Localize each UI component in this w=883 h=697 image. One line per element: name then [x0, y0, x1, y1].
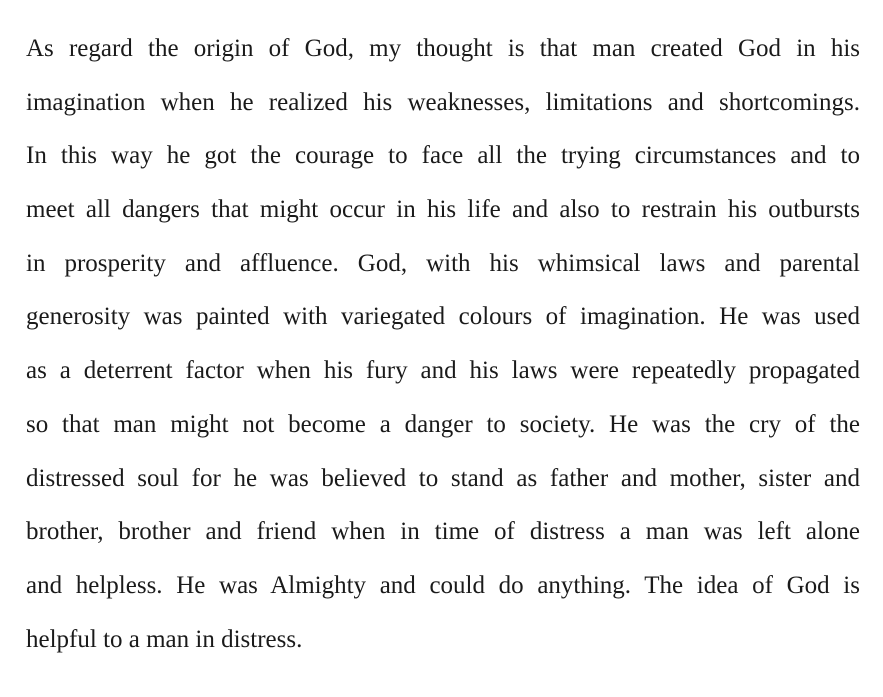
- paragraph-line-6: generosity was painted with variegated colours of imagination. He was used: [26, 303, 860, 331]
- paragraph-line-7: as a deterrent factor when his fury and his laws were repeatedly propagated: [26, 357, 860, 385]
- paragraph-line-12: helpful to a man in distress.: [26, 625, 303, 653]
- paragraph-line-1: As regard the origin of God, my thought is that man created God in his: [26, 35, 860, 62]
- body-paragraph: [26, 28, 860, 672]
- paragraph-line-9: distressed soul for he was believed to stand as father and mother, sister and: [26, 464, 860, 492]
- paragraph-line-10: brother, brother and friend when in time of distress a man was left alone: [26, 518, 860, 546]
- paragraph-line-3: In this way he got the courage to face all the trying circumstances and to: [26, 142, 860, 170]
- paragraph-line-8: so that man might not become a danger to society. He was the cry of the: [26, 410, 860, 438]
- paragraph-line-2: imagination when he realized his weaknesses, limitations and shortcomings.: [26, 88, 860, 116]
- paragraph-line-5: in prosperity and affluence. God, with his whimsical laws and parental: [26, 249, 860, 277]
- paragraph-line-4: meet all dangers that might occur in his life and also to restrain his outbursts: [26, 196, 860, 224]
- paragraph-line-11: and helpless. He was Almighty and could do anything. The idea of God is: [26, 571, 860, 599]
